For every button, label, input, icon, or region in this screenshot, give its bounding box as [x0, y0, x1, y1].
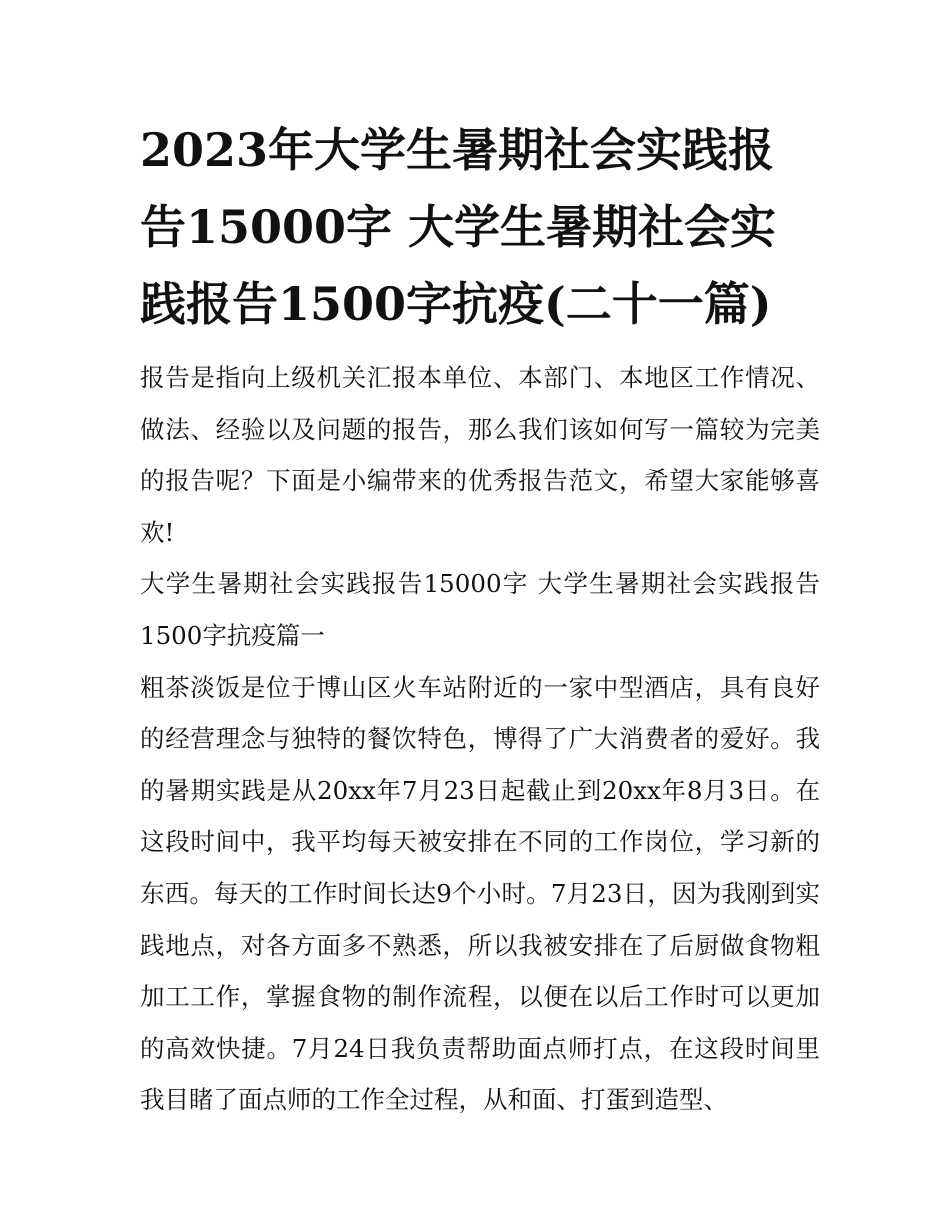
document-body: [140, 352, 820, 1126]
document-title: 2023年大学生暑期社会实践报告15000字 大学生暑期社会实践报告1500字抗疫(二十一篇): [140, 123, 777, 331]
intro-paragraph: 报告是指向上级机关汇报本单位、本部门、本地区工作情况、做法、经验以及问题的报告，那么我们该如何写一篇较为完美的报告呢？下面是小编带来的优秀报告范文，希望大家能够喜欢!: [140, 363, 820, 547]
body-paragraph: 粗茶淡饭是位于博山区火车站附近的一家中型酒店，具有良好的经营理念与独特的餐饮特色，博得了广大消费者的爱好。我的暑期实践是从20xx年7月23日起截止到20xx年8月3日。在这段时间中，我平均每天被安排在不同的工作岗位，学习新的东西。每天的工作时间长达9个小时。7月23日，因为我刚到实践地点，对各方面多不熟悉，所以我被安排在了后厨做食物粗加工工作，掌握食物的制作流程，以便在以后工作时可以更加的高效快捷。7月24日我负责帮助面点师打点，在这段时间里我目睹了面点师的工作全过程，从和面、打蛋到造型、: [140, 672, 820, 1115]
section-heading: 大学生暑期社会实践报告15000字 大学生暑期社会实践报告1500字抗疫篇一: [140, 569, 820, 650]
